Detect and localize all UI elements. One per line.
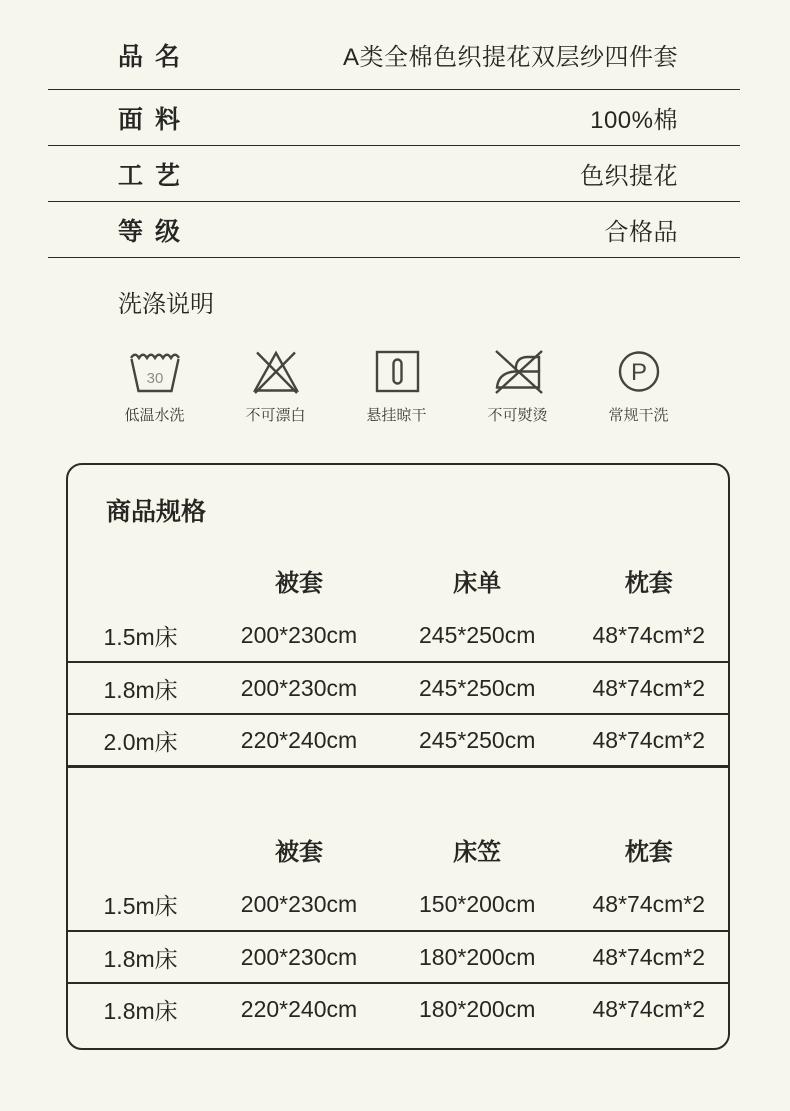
care-item-dryclean	[578, 346, 699, 425]
size-cell: 1.8m床	[103, 997, 178, 1024]
header-cell-sheet: 床单	[453, 569, 502, 597]
info-value: A类全棉色织提花双层纱四件套	[342, 44, 678, 71]
info-value: 合格品	[604, 219, 678, 246]
table-row	[68, 609, 728, 661]
specs-section-fitted	[68, 765, 728, 1034]
value-cell: 180*200cm	[419, 943, 536, 970]
specs-card	[66, 463, 730, 1050]
specs-title: 商品规格	[106, 498, 207, 526]
specs-header-row	[68, 820, 728, 878]
value-cell: 200*230cm	[240, 674, 358, 701]
value-cell: 245*250cm	[419, 621, 536, 648]
table-row	[68, 661, 728, 713]
value-cell: 48*74cm*2	[592, 726, 706, 753]
wash-30-icon	[125, 346, 185, 396]
value-cell: 48*74cm*2	[592, 943, 706, 970]
product-spec-page	[0, 20, 790, 1050]
info-row-craft	[48, 146, 740, 202]
value-cell: 245*250cm	[419, 674, 536, 701]
specs-header-row	[68, 551, 728, 609]
care-instructions	[0, 284, 790, 425]
info-row-name	[48, 20, 740, 90]
value-cell: 200*230cm	[240, 943, 358, 970]
size-cell: 1.8m床	[103, 676, 178, 703]
value-cell: 48*74cm*2	[592, 621, 706, 648]
specs-section-sheet	[68, 551, 728, 765]
size-cell: 1.5m床	[103, 623, 178, 650]
table-row	[68, 878, 728, 930]
value-cell: 200*230cm	[240, 621, 358, 648]
product-info-table	[48, 20, 740, 258]
header-cell-pillow: 枕套	[624, 569, 673, 597]
header-cell-duvet: 被套	[274, 838, 323, 866]
care-item-label: 悬挂晾干	[366, 407, 427, 424]
value-cell: 150*200cm	[419, 890, 536, 917]
no-bleach-icon	[246, 346, 306, 396]
value-cell: 48*74cm*2	[592, 995, 706, 1022]
table-row	[68, 713, 728, 765]
info-value: 色织提花	[580, 163, 678, 190]
value-cell: 220*240cm	[240, 995, 358, 1022]
info-label: 等级	[118, 217, 193, 246]
value-cell: 180*200cm	[419, 995, 536, 1022]
wash-temp-badge: 30	[146, 370, 163, 387]
header-cell-pillow: 枕套	[624, 838, 673, 866]
size-cell: 1.5m床	[103, 892, 178, 919]
care-item-dry	[336, 346, 457, 425]
dry-clean-icon	[609, 346, 669, 396]
value-cell: 220*240cm	[240, 726, 358, 753]
value-cell: 245*250cm	[419, 726, 536, 753]
header-cell-fitted-sheet: 床笠	[453, 838, 502, 866]
care-item-label: 不可漂白	[245, 407, 306, 424]
size-cell: 2.0m床	[103, 728, 178, 755]
care-item-bleach	[215, 346, 336, 425]
info-label: 面料	[118, 105, 193, 134]
info-row-grade	[48, 202, 740, 258]
info-label: 工艺	[118, 161, 193, 190]
header-cell-duvet: 被套	[274, 569, 323, 597]
info-row-fabric	[48, 90, 740, 146]
info-label: 品名	[118, 42, 193, 71]
no-iron-icon	[488, 346, 548, 396]
table-row	[68, 930, 728, 982]
care-section-title: 洗涤说明	[118, 291, 214, 318]
hang-dry-icon	[367, 346, 427, 396]
table-row	[68, 982, 728, 1034]
value-cell: 48*74cm*2	[592, 674, 706, 701]
value-cell: 48*74cm*2	[592, 890, 706, 917]
info-value: 100%棉	[590, 107, 678, 134]
value-cell: 200*230cm	[240, 890, 358, 917]
care-item-label: 不可熨烫	[487, 407, 548, 424]
care-item-label: 常规干洗	[608, 407, 669, 424]
size-cell: 1.8m床	[103, 945, 178, 972]
care-item-label: 低温水洗	[124, 407, 185, 424]
dry-clean-letter: P	[630, 359, 647, 386]
care-item-iron	[457, 346, 578, 425]
care-item-wash	[94, 346, 215, 425]
care-icon-row	[94, 346, 790, 425]
